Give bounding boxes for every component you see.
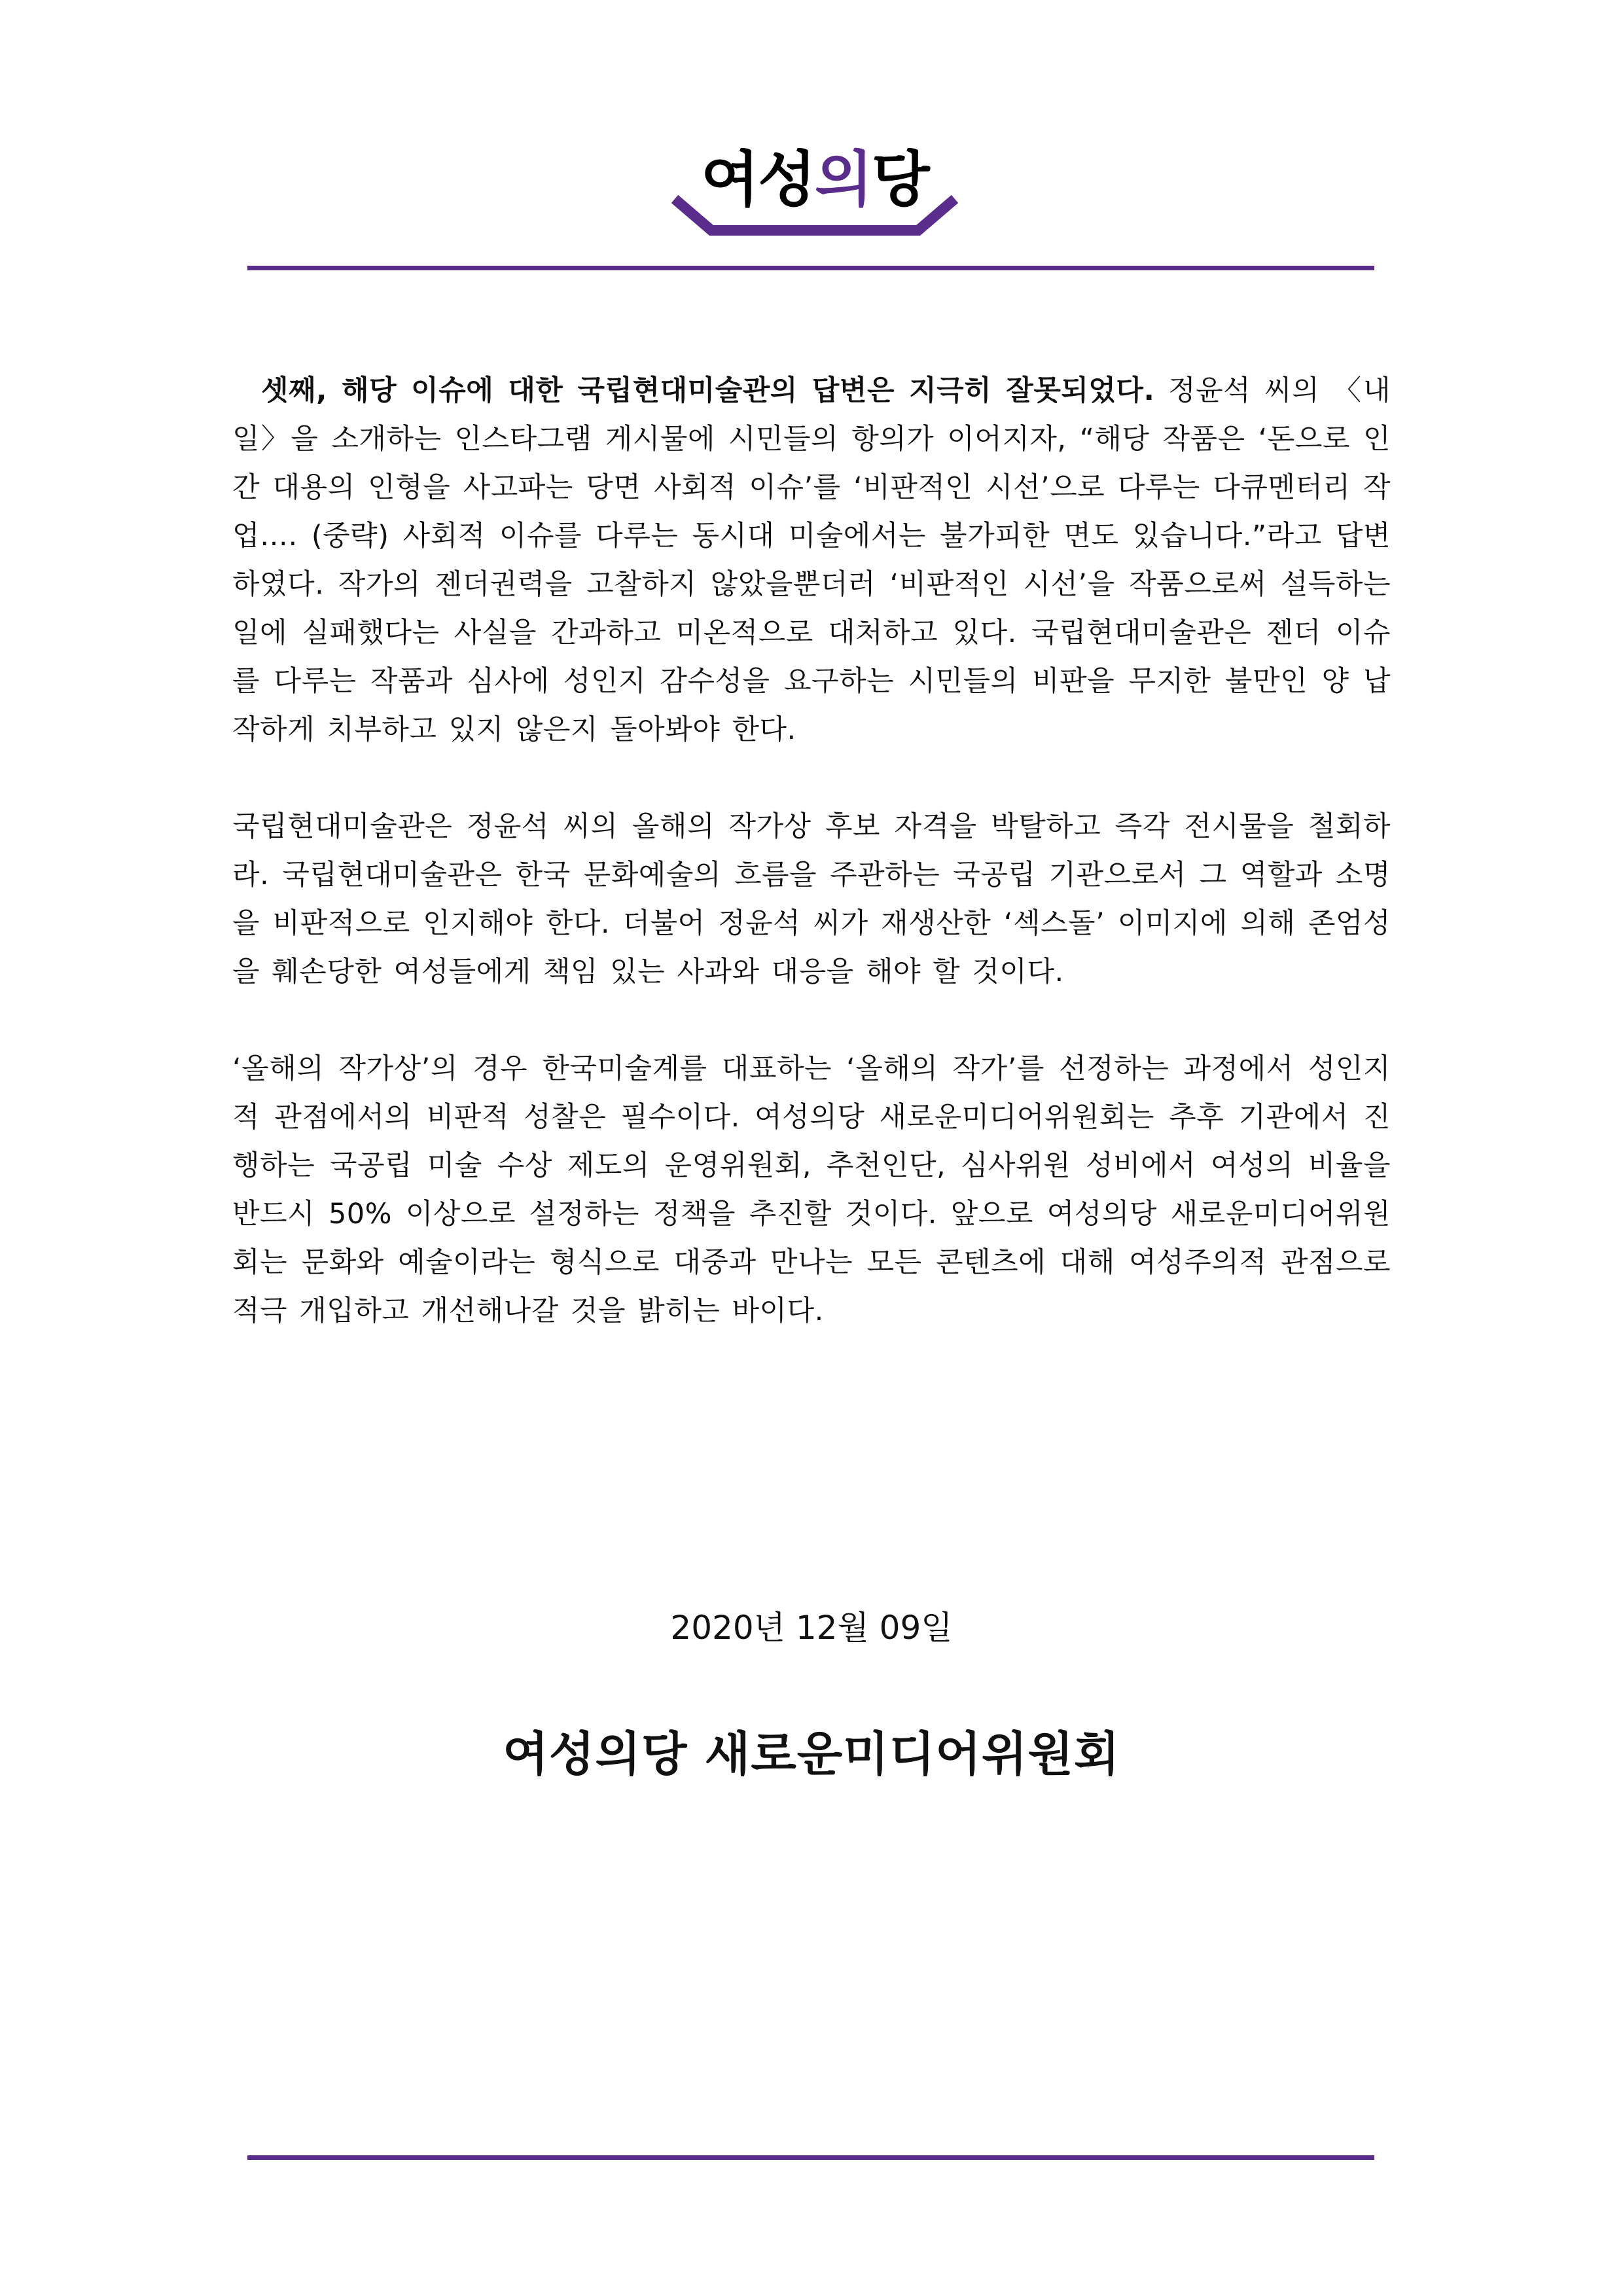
logo-chevron-icon <box>671 191 959 238</box>
paragraph-1-text: 정윤석 씨의 〈내일〉을 소개하는 인스타그램 게시물에 시민들의 항의가 이어지자, “해당 작품은 ‘돈으로 인간 대용의 인형을 사고파는 당면 사회적 이슈’를 ‘비판적인 시선’으로 다루는 다큐멘터리 작업…. (중략) 사회적 이슈를 다루는 동시대 미술에서는 불가피한 면도 있습니다.”라고 답변하였다. 작가의 젠더권력을 고찰하지 않았을뿐더러 ‘비판적인 시선’을 작품으로써 설득하는 일에 실패했다는 사실을 간과하고 미온적으로 대처하고 있다. 국립현대미술관은 젠더 이슈를 다루는 작품과 심사에 성인지 감수성을 요구하는 시민들의 비판을 무지한 불만인 양 납작하게 치부하고 있지 않은지 돌아봐야 한다. <box>232 374 1391 746</box>
logo-text-part1: 여성 <box>701 145 815 215</box>
paragraph-2: 국립현대미술관은 정윤석 씨의 올해의 작가상 후보 자격을 박탈하고 즉각 전시물을 철회하라. 국립현대미술관은 한국 문화예술의 흐름을 주관하는 국공립 기관으로서 그 역할과 소명을 비판적으로 인지해야 한다. 더불어 정윤석 씨가 재생산한 ‘섹스돌’ 이미지에 의해 존엄성을 훼손당한 여성들에게 책임 있는 사과와 대응을 해야 할 것이다. <box>232 810 1391 988</box>
footer-divider <box>247 2155 1374 2160</box>
paragraph-1 <box>232 367 1391 754</box>
paragraph-1-lead: 셋째, 해당 이슈에 대한 국립현대미술관의 답변은 지극히 잘못되었다. <box>261 374 1155 407</box>
header-divider <box>247 266 1374 270</box>
statement-body <box>232 367 1391 1384</box>
statement-date: 2020년 12월 09일 <box>670 1609 953 1647</box>
committee-signature: 여성의당 새로운미디어위원회 <box>503 1727 1120 1782</box>
party-logo <box>661 144 969 242</box>
logo-text-part3: 당 <box>871 145 929 215</box>
paragraph-3: ‘올해의 작가상’의 경우 한국미술계를 대표하는 ‘올해의 작가’를 선정하는 과정에서 성인지적 관점에서의 비판적 성찰은 필수이다. 여성의당 새로운미디어위원회는 추후 기관에서 진행하는 국공립 미술 수상 제도의 운영위원회, 추천인단, 심사위원 성비에서 여성의 비율을 반드시 50% 이상으로 설정하는 정책을 추진할 것이다. 앞으로 여성의당 새로운미디어위원회는 문화와 예술이라는 형식으로 대중과 만나는 모든 콘텐츠에 대해 여성주의적 관점으로 적극 개입하고 개선해나갈 것을 밝히는 바이다. <box>232 1052 1391 1327</box>
logo-text-accent: 의 <box>815 145 872 215</box>
